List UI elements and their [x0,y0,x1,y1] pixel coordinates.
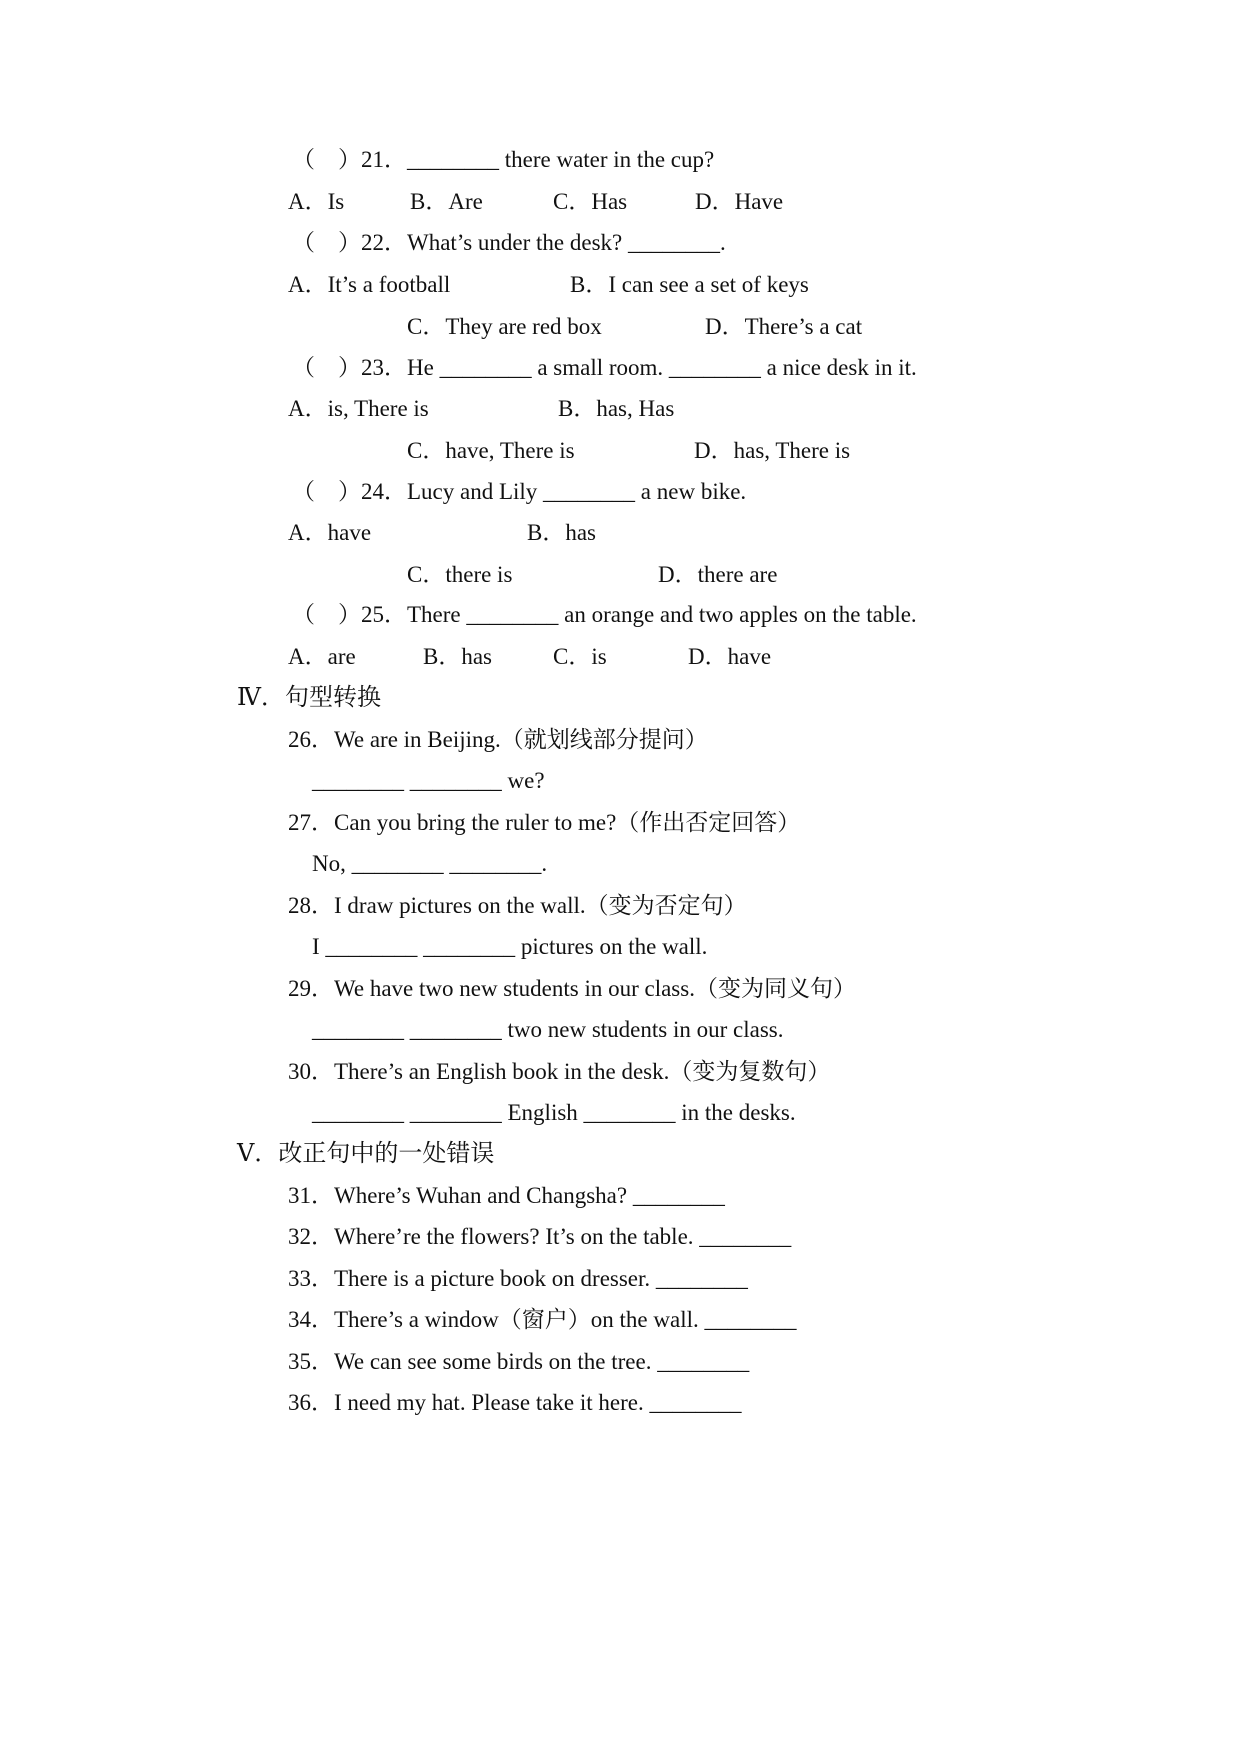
question-21-option-d: D．Have [695,189,784,214]
question-25-option-d: D．have [688,644,772,669]
question-22-option-a: A．It’s a football [288,272,451,297]
question-24-option-b: B．has [527,520,596,545]
question-24-option-c: C．there is [407,562,513,587]
question-28: 28．I draw pictures on the wall.（变为否定句） [288,893,747,918]
question-31: 31．Where’s Wuhan and Changsha? ________ [288,1183,725,1208]
question-21-option-a: A．Is [288,189,345,214]
question-26-answer-line: ________ ________ we? [312,768,545,793]
question-22-option-b: B．I can see a set of keys [570,272,809,297]
question-26: 26．We are in Beijing.（就划线部分提问） [288,727,708,752]
section-5-title: Ⅴ．改正句中的一处错误 [237,1141,495,1167]
question-30: 30．There’s an English book in the desk.（变为复数句） [288,1059,831,1084]
section-4-title: Ⅳ．句型转换 [237,685,381,711]
question-27: 27．Can you bring the ruler to me?（作出否定回答） [288,810,801,835]
question-25-option-b: B．has [423,644,492,669]
question-33: 33．There is a picture book on dresser. ________ [288,1266,748,1291]
question-30-answer-line: ________ ________ English ________ in the desks. [312,1100,796,1125]
question-23-stem: （ ）23．He ________ a small room. ________ a nice desk in it. [292,355,917,380]
question-23-option-a: A．is, There is [288,396,429,421]
question-35: 35．We can see some birds on the tree. ________ [288,1349,750,1374]
question-32: 32．Where’re the flowers? It’s on the table. ________ [288,1224,792,1249]
question-22-option-d: D．There’s a cat [705,314,863,339]
question-23-option-c: C．have, There is [407,438,575,463]
question-24-stem: （ ）24．Lucy and Lily ________ a new bike. [292,479,747,504]
question-25-option-a: A．are [288,644,356,669]
question-34: 34．There’s a window（窗户）on the wall. ________ [288,1307,797,1332]
question-25-stem: （ ）25．There ________ an orange and two apples on the table. [292,602,917,627]
question-27-answer-line: No, ________ ________. [312,851,548,876]
question-23-option-d: D．has, There is [694,438,851,463]
question-28-answer-line: I ________ ________ pictures on the wall. [312,934,708,959]
question-24-option-a: A．have [288,520,372,545]
question-24-option-d: D．there are [658,562,778,587]
question-36: 36．I need my hat. Please take it here. ________ [288,1390,742,1415]
question-21-option-c: C．Has [553,189,628,214]
question-23-option-b: B．has, Has [558,396,675,421]
question-25-option-c: C．is [553,644,607,669]
question-29: 29．We have two new students in our class.（变为同义句） [288,976,856,1001]
question-21-stem: （ ）21．________ there water in the cup? [292,147,715,172]
question-22-option-c: C．They are red box [407,314,602,339]
question-29-answer-line: ________ ________ two new students in our class. [312,1017,784,1042]
question-21-option-b: B．Are [410,189,483,214]
question-22-stem: （ ）22．What’s under the desk? ________. [292,230,726,255]
